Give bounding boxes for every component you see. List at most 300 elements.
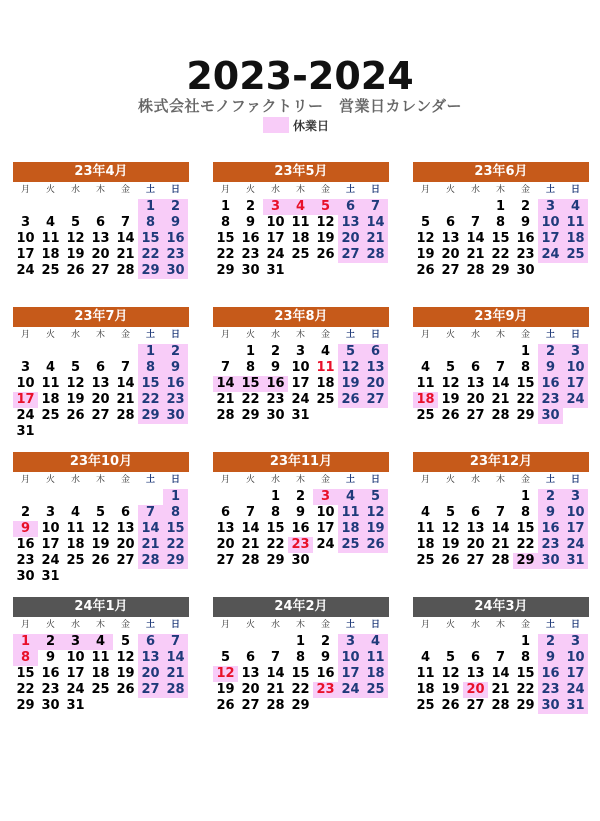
week-row [13,569,189,585]
day-cell: 3 [313,489,338,505]
month-block [413,162,589,279]
day-cell: 12 [66,376,85,391]
day-cell: 18 [413,392,438,408]
day-cell: 20 [91,392,110,407]
weekday-label: 水 [270,330,280,340]
day-cell: 13 [466,376,485,391]
week-row [413,537,589,553]
weekday-label: 日 [370,475,380,485]
day-cell: 9 [295,505,306,520]
weekday-row [13,617,189,634]
day-cell: 17 [316,521,335,536]
month-header: 24年1月 [13,597,189,617]
day-cell: 27 [241,698,260,713]
empty-cell [238,634,263,650]
empty-cell [38,489,63,505]
weekday-label: 木 [95,185,105,195]
empty-cell [213,344,238,360]
weekday-label: 火 [445,185,455,195]
day-cell: 30 [516,263,535,278]
day-cell: 28 [266,698,285,713]
weekday-label: 土 [145,475,155,485]
day-cell: 29 [163,553,188,569]
day-cell: 10 [291,360,310,375]
day-cell: 16 [263,376,288,392]
day-cell: 17 [563,521,588,537]
day-cell: 25 [563,247,588,263]
day-cell: 22 [516,537,535,552]
empty-cell [488,344,513,360]
day-cell: 17 [41,537,60,552]
day-cell: 23 [288,537,313,553]
day-cell: 24 [563,682,588,698]
empty-cell [338,408,363,424]
day-cell: 4 [338,489,363,505]
day-cell: 10 [66,650,85,665]
weekday-label: 月 [220,620,230,630]
empty-cell [488,634,513,650]
week-row [13,634,189,650]
empty-cell [163,698,188,714]
day-cell: 24 [66,682,85,697]
week-row [413,408,589,424]
day-cell: 16 [291,521,310,536]
weekday-label: 火 [45,620,55,630]
week-row [13,505,189,521]
day-cell: 5 [445,650,456,665]
month-header: 23年7月 [13,307,189,327]
day-cell: 12 [213,666,238,682]
day-cell: 29 [516,408,535,423]
weekday-label: 日 [570,185,580,195]
legend [263,117,329,133]
weekday-label: 月 [220,185,230,195]
day-cell: 10 [41,521,60,536]
day-cell: 25 [416,408,435,423]
day-cell: 27 [116,553,135,568]
month-block [413,307,589,424]
day-cell: 26 [338,392,363,408]
month-block [13,452,189,585]
week-row [413,231,589,247]
day-cell: 30 [538,698,563,714]
day-cell: 2 [270,344,281,359]
day-cell: 30 [291,553,310,568]
day-cell: 26 [216,698,235,713]
day-cell: 8 [270,505,281,520]
day-cell: 21 [363,231,388,247]
day-cell: 7 [495,650,506,665]
day-cell: 16 [41,666,60,681]
weekday-label: 日 [370,330,380,340]
empty-cell [413,199,438,215]
week-row [13,247,189,263]
day-cell: 8 [520,650,531,665]
empty-cell [38,424,63,440]
day-cell: 1 [520,489,531,504]
week-row [413,698,589,714]
day-cell: 28 [491,408,510,423]
month-block [413,597,589,714]
week-row [413,392,589,408]
day-cell: 25 [91,682,110,697]
day-cell: 28 [491,553,510,568]
weekday-label: 金 [120,330,130,340]
day-cell: 4 [420,505,431,520]
day-cell: 26 [363,537,388,553]
day-cell: 18 [416,682,435,697]
day-cell: 24 [16,408,35,423]
day-cell: 26 [441,698,460,713]
week-row [413,199,589,215]
day-cell: 8 [13,650,38,666]
day-cell: 4 [320,344,331,359]
weekday-label: 水 [70,620,80,630]
week-row [413,215,589,231]
month-header: 23年9月 [413,307,589,327]
week-row [213,521,389,537]
day-cell: 30 [163,263,188,279]
weekday-label: 火 [245,475,255,485]
day-cell: 1 [220,199,231,214]
day-cell: 17 [563,376,588,392]
empty-cell [113,698,138,714]
empty-cell [488,489,513,505]
day-cell: 19 [338,376,363,392]
day-cell: 29 [16,698,35,713]
week-row [13,553,189,569]
empty-cell [413,344,438,360]
day-cell: 11 [416,666,435,681]
day-cell: 19 [91,537,110,552]
day-cell: 20 [116,537,135,552]
day-cell: 5 [220,650,231,665]
weekday-row [413,472,589,489]
day-cell: 1 [270,489,281,504]
week-row [213,392,389,408]
weekday-label: 水 [470,620,480,630]
weekday-label: 金 [320,620,330,630]
day-cell: 1 [13,634,38,650]
day-cell: 11 [416,521,435,536]
day-cell: 18 [338,521,363,537]
day-cell: 6 [95,215,106,230]
weekday-label: 土 [145,330,155,340]
day-cell: 9 [520,215,531,230]
day-cell: 17 [66,666,85,681]
week-row [413,247,589,263]
empty-cell [113,344,138,360]
day-cell: 7 [120,215,131,230]
empty-cell [563,263,588,279]
day-cell: 10 [563,505,588,521]
day-cell: 9 [163,360,188,376]
day-cell: 29 [138,263,163,279]
weekday-row [213,182,389,199]
day-cell: 17 [563,666,588,682]
day-cell: 26 [416,263,435,278]
day-cell: 4 [420,360,431,375]
weekday-label: 木 [95,620,105,630]
day-cell: 14 [116,376,135,391]
day-cell: 12 [116,650,135,665]
day-cell: 23 [241,247,260,262]
empty-cell [338,553,363,569]
week-row [13,360,189,376]
empty-cell [113,569,138,585]
weekday-label: 月 [20,330,30,340]
week-row [213,231,389,247]
weekday-label: 月 [420,330,430,340]
day-cell: 3 [563,344,588,360]
day-cell: 19 [441,392,460,407]
day-cell: 1 [163,489,188,505]
day-cell: 21 [116,392,135,407]
weekday-label: 金 [320,475,330,485]
day-cell: 27 [138,682,163,698]
day-cell: 8 [163,505,188,521]
day-cell: 16 [241,231,260,246]
day-cell: 18 [41,392,60,407]
day-cell: 28 [138,553,163,569]
day-cell: 3 [63,634,88,650]
weekday-label: 日 [370,185,380,195]
weekday-label: 土 [145,620,155,630]
day-cell: 4 [70,505,81,520]
day-cell: 24 [291,392,310,407]
week-row [13,698,189,714]
day-cell: 19 [316,231,335,246]
empty-cell [13,199,38,215]
day-cell: 5 [70,360,81,375]
day-cell: 10 [538,215,563,231]
weekday-label: 水 [470,330,480,340]
day-cell: 30 [241,263,260,278]
day-cell: 18 [563,231,588,247]
empty-cell [413,634,438,650]
day-cell: 22 [138,392,163,408]
weekday-label: 木 [95,330,105,340]
day-cell: 24 [338,682,363,698]
day-cell: 1 [295,634,306,649]
week-row [413,521,589,537]
day-cell: 23 [266,392,285,407]
day-cell: 22 [241,392,260,407]
week-row [213,247,389,263]
day-cell: 1 [495,199,506,214]
empty-cell [463,634,488,650]
month-block [213,162,389,279]
empty-cell [563,408,588,424]
week-row [413,505,589,521]
weekday-label: 土 [145,185,155,195]
day-cell: 3 [45,505,56,520]
day-cell: 4 [45,360,56,375]
day-cell: 6 [445,215,456,230]
day-cell: 18 [91,666,110,681]
day-cell: 18 [416,537,435,552]
day-cell: 4 [563,199,588,215]
day-cell: 9 [45,650,56,665]
day-cell: 13 [363,360,388,376]
day-cell: 7 [363,199,388,215]
day-cell: 7 [138,505,163,521]
day-cell: 17 [13,392,38,408]
weekday-row [213,617,389,634]
day-cell: 14 [213,376,238,392]
empty-cell [438,199,463,215]
weekday-row [13,472,189,489]
day-cell: 31 [563,553,588,569]
weekday-row [13,327,189,344]
day-cell: 14 [266,666,285,681]
empty-cell [463,199,488,215]
day-cell: 23 [516,247,535,262]
day-cell: 9 [13,521,38,537]
day-cell: 21 [266,682,285,697]
empty-cell [63,344,88,360]
week-row [413,489,589,505]
day-cell: 25 [338,537,363,553]
day-cell: 22 [138,247,163,263]
day-cell: 6 [470,650,481,665]
month-block [13,307,189,440]
day-cell: 22 [291,682,310,697]
day-cell: 20 [241,682,260,697]
week-row [213,634,389,650]
weekday-row [413,327,589,344]
day-cell: 30 [41,698,60,713]
day-cell: 16 [538,666,563,682]
day-cell: 2 [163,344,188,360]
day-cell: 8 [245,360,256,375]
week-row [13,408,189,424]
month-header: 23年4月 [13,162,189,182]
day-cell: 28 [116,263,135,278]
day-cell: 27 [91,408,110,423]
day-cell: 13 [116,521,135,536]
weekday-row [213,472,389,489]
weekday-label: 日 [370,620,380,630]
day-cell: 7 [270,650,281,665]
day-cell: 22 [491,247,510,262]
week-row [13,263,189,279]
day-cell: 23 [538,537,563,553]
day-cell: 13 [91,231,110,246]
weekday-label: 火 [245,185,255,195]
weekday-label: 土 [345,475,355,485]
week-row [13,537,189,553]
empty-cell [538,263,563,279]
week-row [413,263,589,279]
week-row [13,376,189,392]
day-cell: 14 [163,650,188,666]
day-cell: 23 [538,392,563,408]
month-header: 23年8月 [213,307,389,327]
day-cell: 27 [338,247,363,263]
day-cell: 19 [363,521,388,537]
day-cell: 2 [320,634,331,649]
weekday-label: 水 [270,185,280,195]
empty-cell [438,344,463,360]
day-cell: 6 [95,360,106,375]
week-row [213,263,389,279]
weekday-label: 金 [520,185,530,195]
weekday-label: 土 [545,185,555,195]
day-cell: 7 [470,215,481,230]
empty-cell [38,199,63,215]
day-cell: 27 [466,408,485,423]
day-cell: 25 [416,698,435,713]
day-cell: 7 [245,505,256,520]
day-cell: 28 [241,553,260,568]
week-row [213,215,389,231]
week-row [13,489,189,505]
day-cell: 20 [463,682,488,698]
day-cell: 23 [16,553,35,568]
empty-cell [213,634,238,650]
weekday-label: 日 [570,475,580,485]
weekday-label: 月 [20,620,30,630]
day-cell: 15 [516,376,535,391]
empty-cell [463,344,488,360]
empty-cell [213,489,238,505]
weekday-label: 木 [95,475,105,485]
month-header: 23年11月 [213,452,389,472]
day-cell: 12 [66,231,85,246]
day-cell: 12 [316,215,335,230]
week-row [213,344,389,360]
month-header: 23年12月 [413,452,589,472]
day-cell: 2 [38,634,63,650]
empty-cell [63,569,88,585]
empty-cell [438,634,463,650]
week-row [413,553,589,569]
day-cell: 13 [138,650,163,666]
day-cell: 15 [216,231,235,246]
empty-cell [313,553,338,569]
day-cell: 10 [563,360,588,376]
weekday-label: 金 [320,185,330,195]
day-cell: 30 [163,408,188,424]
day-cell: 3 [563,489,588,505]
weekday-label: 火 [445,330,455,340]
empty-cell [88,698,113,714]
legend-swatch [263,117,289,133]
weekday-label: 木 [495,185,505,195]
day-cell: 5 [70,215,81,230]
day-cell: 21 [491,537,510,552]
empty-cell [263,634,288,650]
day-cell: 21 [163,666,188,682]
day-cell: 14 [138,521,163,537]
week-row [13,215,189,231]
day-cell: 28 [363,247,388,263]
day-cell: 1 [245,344,256,359]
day-cell: 14 [491,521,510,536]
weekday-label: 月 [420,475,430,485]
day-cell: 14 [116,231,135,246]
week-row [213,360,389,376]
day-cell: 31 [41,569,60,584]
day-cell: 18 [291,231,310,246]
weekday-label: 土 [345,620,355,630]
empty-cell [138,569,163,585]
day-cell: 13 [241,666,260,681]
day-cell: 2 [538,344,563,360]
day-cell: 1 [520,344,531,359]
week-row [413,634,589,650]
